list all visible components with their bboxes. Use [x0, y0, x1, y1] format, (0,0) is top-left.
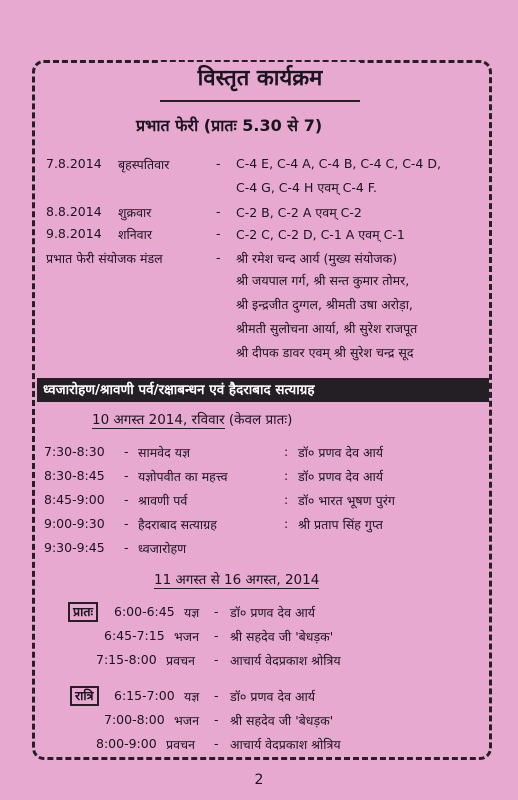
day10-event: ध्वजारोहण — [138, 541, 187, 556]
day10-time: 9:00-9:30 — [44, 516, 105, 531]
night-speaker: डॉ० प्रणव देव आर्य — [230, 689, 316, 704]
night-event: भजन — [174, 713, 200, 728]
morning-event: भजन — [174, 629, 200, 644]
day10-dash: - — [124, 540, 129, 555]
row-day: बृहस्पतिवार — [118, 157, 170, 172]
morning-speaker: श्री सहदेव जी 'बेधड़क' — [230, 629, 334, 644]
day10-colon: : — [284, 492, 289, 507]
night-dash: - — [214, 688, 219, 703]
day10-speaker: डॉ० भारत भूषण पुरंग — [298, 493, 395, 508]
row-groups-line1: C-4 E, C-4 A, C-4 B, C-4 C, C-4 D, — [236, 156, 441, 171]
morning-time: 7:15-8:00 — [96, 652, 157, 667]
festival-band-heading: ध्वजारोहण/श्रावणी पर्व/रक्षाबन्धन एवं हैदराबाद सत्याग्रह — [37, 378, 489, 402]
prabhat-pheri-subtitle: प्रभात फेरी (प्रातः 5.30 से 7) — [136, 116, 323, 135]
committee-line: श्री जयपाल गर्ग, श्री सन्त कुमार तोमर, — [236, 273, 410, 288]
night-label — [70, 686, 99, 706]
morning-label — [68, 602, 98, 622]
row-day: शनिवार — [118, 227, 152, 242]
days11-16-heading: 11 अगस्त से 16 अगस्त, 2014 — [154, 572, 320, 588]
day10-dash: - — [124, 444, 129, 459]
morning-event: यज्ञ — [184, 605, 200, 620]
day10-colon: : — [284, 516, 289, 531]
morning-event: प्रवचन — [166, 653, 195, 668]
committee-line: श्री रमेश चन्द आर्य (मुख्य संयोजक) — [236, 251, 398, 266]
night-time: 6:15-7:00 — [114, 688, 175, 703]
morning-label-box: प्रातः — [68, 602, 98, 622]
morning-dash: - — [214, 628, 219, 643]
day10-time: 8:45-9:00 — [44, 492, 105, 507]
day10-time: 8:30-8:45 — [44, 468, 105, 483]
day10-speaker: डॉ० प्रणव देव आर्य — [298, 445, 384, 460]
day10-event: हैदराबाद सत्याग्रह — [138, 517, 217, 532]
row-day: शुक्रवार — [118, 205, 152, 220]
committee-line: श्री इन्द्रजीत दुग्गल, श्रीमती उषा अरोड़ा, — [236, 297, 413, 312]
night-label-box: रात्रि — [70, 686, 99, 706]
morning-time: 6:45-7:15 — [104, 628, 165, 643]
row-dash: - — [216, 204, 221, 219]
night-speaker: आचार्य वेदप्रकाश श्रोत्रिय — [230, 737, 341, 752]
day10-event: श्रावणी पर्व — [138, 493, 188, 508]
committee-line: श्रीमती सुलोचना आर्या, श्री सुरेश राजपूत — [236, 321, 418, 336]
night-dash: - — [214, 736, 219, 751]
morning-speaker: आचार्य वेदप्रकाश श्रोत्रिय — [230, 653, 341, 668]
day10-colon: : — [284, 468, 289, 483]
row-date: 9.8.2014 — [46, 226, 102, 241]
committee-line: श्री दीपक डावर एवम् श्री सुरेश चन्द्र सूद — [236, 345, 414, 360]
day10-note: (केवल प्रातः) — [228, 412, 293, 428]
day10-speaker: डॉ० प्रणव देव आर्य — [298, 469, 384, 484]
day10-event: सामवेद यज्ञ — [138, 445, 190, 460]
morning-time: 6:00-6:45 — [114, 604, 175, 619]
morning-speaker: डॉ० प्रणव देव आर्य — [230, 605, 316, 620]
committee-dash: - — [216, 250, 221, 265]
day10-time: 7:30-8:30 — [44, 444, 105, 459]
night-event: यज्ञ — [184, 689, 200, 704]
day10-colon: : — [284, 444, 289, 459]
page-title: विस्तृत कार्यक्रम — [160, 62, 360, 102]
night-time: 7:00-8:00 — [104, 712, 165, 727]
night-event: प्रवचन — [166, 737, 195, 752]
morning-dash: - — [214, 604, 219, 619]
day10-heading-date: 10 अगस्त 2014, रविवार — [92, 412, 225, 428]
day10-dash: - — [124, 516, 129, 531]
day10-event: यज्ञोपवीत का महत्त्व — [138, 469, 228, 484]
row-groups-line1: C-2 B, C-2 A एवम् C-2 — [236, 205, 362, 220]
night-time: 8:00-9:00 — [96, 736, 157, 751]
night-speaker: श्री सहदेव जी 'बेधड़क' — [230, 713, 334, 728]
day10-speaker: श्री प्रताप सिंह गुप्त — [298, 517, 383, 532]
row-dash: - — [216, 156, 221, 171]
day10-dash: - — [124, 492, 129, 507]
row-dash: - — [216, 226, 221, 241]
row-groups-line1: C-2 C, C-2 D, C-1 A एवम् C-1 — [236, 227, 405, 242]
committee-label: प्रभात फेरी संयोजक मंडल — [46, 251, 163, 266]
day10-time: 9:30-9:45 — [44, 540, 105, 555]
row-date: 7.8.2014 — [46, 156, 102, 171]
day10-dash: - — [124, 468, 129, 483]
row-date: 8.8.2014 — [46, 204, 102, 219]
night-dash: - — [214, 712, 219, 727]
morning-dash: - — [214, 652, 219, 667]
page-number: 2 — [254, 772, 264, 788]
row-groups-line2: C-4 G, C-4 H एवम् C-4 F. — [236, 180, 377, 195]
day10-heading — [92, 410, 292, 428]
